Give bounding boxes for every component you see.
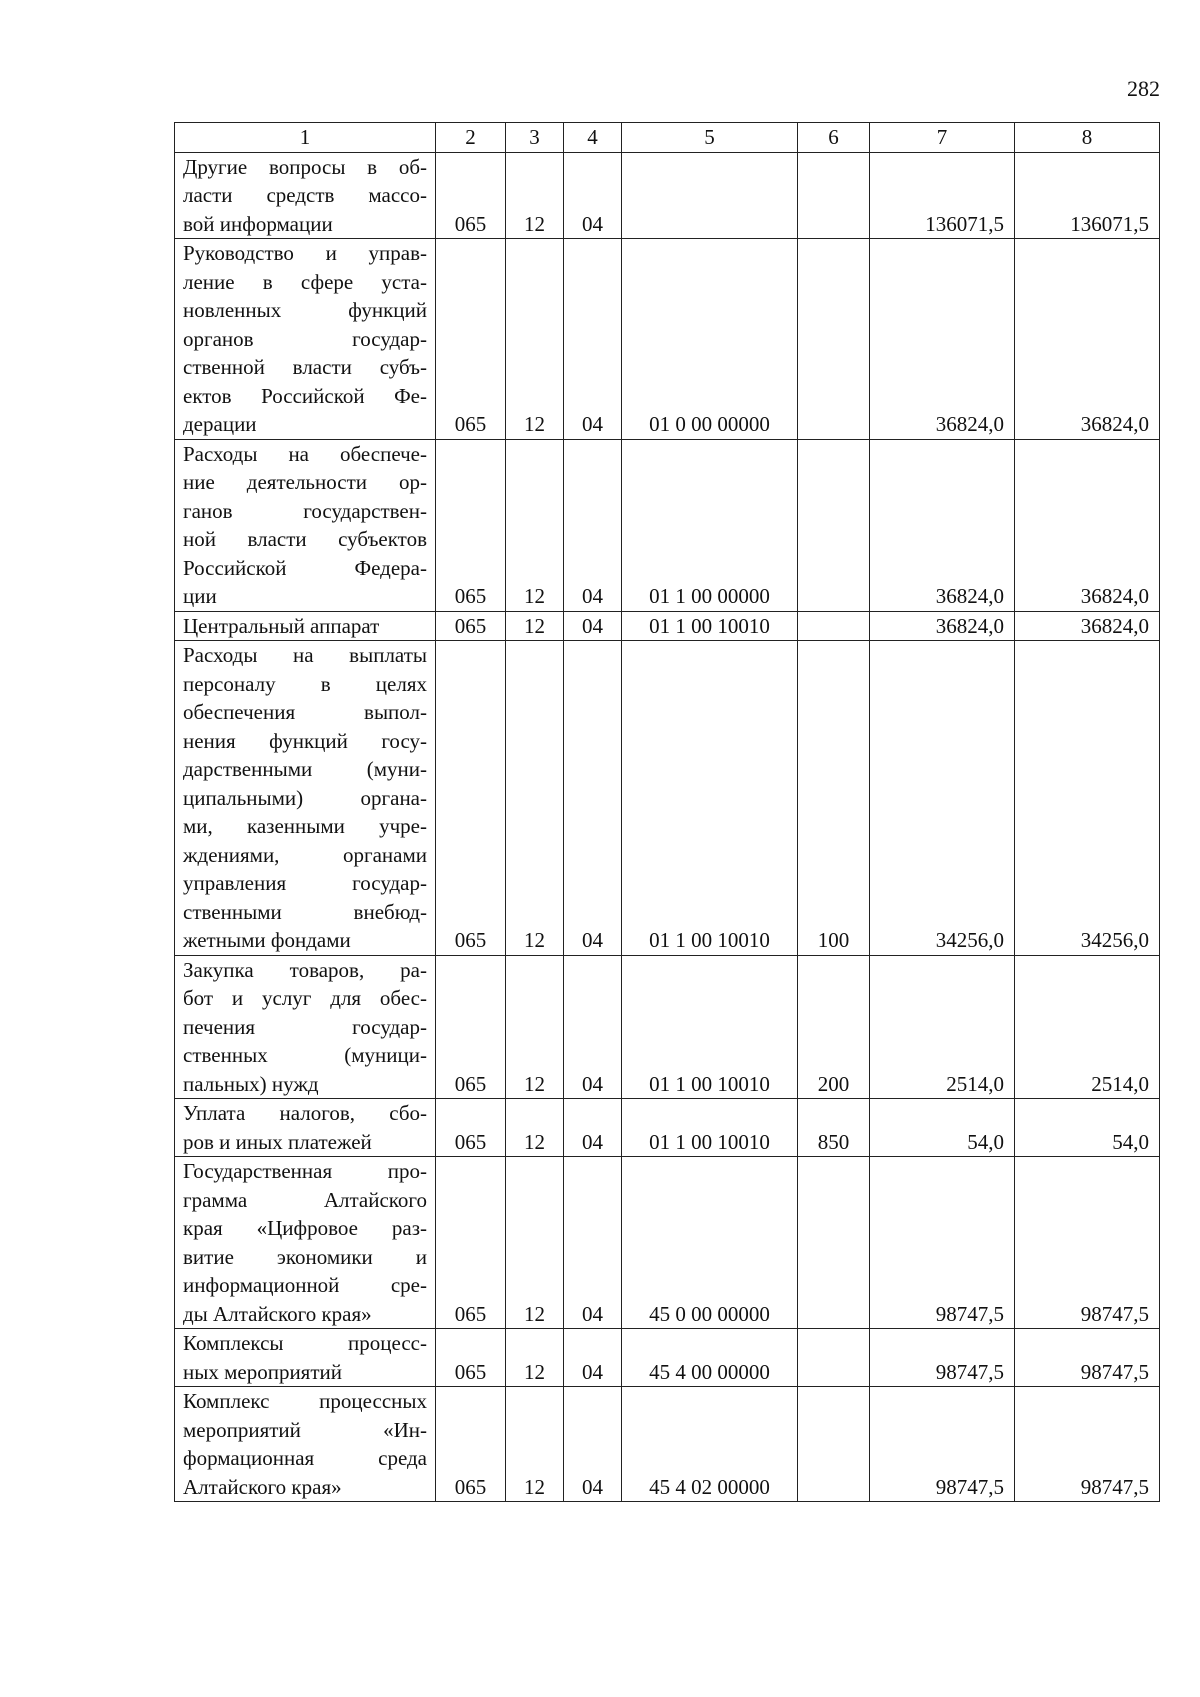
amount-cell-year1: 34256,0 xyxy=(870,641,1015,956)
item-name-line: Уплата налогов, сбо- xyxy=(183,1101,427,1125)
expense-type-cell xyxy=(798,239,870,440)
section-cell: 12 xyxy=(506,152,564,239)
item-name-line: вой информации xyxy=(183,211,333,236)
target-article-cell: 45 4 00 00000 xyxy=(622,1329,798,1387)
table-row xyxy=(175,641,1160,956)
item-name-line: ление в сфере уста- xyxy=(183,269,427,294)
subsection-cell: 04 xyxy=(564,611,622,641)
item-name-cell xyxy=(175,239,436,440)
amount-cell-year1: 36824,0 xyxy=(870,611,1015,641)
subsection-cell: 04 xyxy=(564,239,622,440)
budget-table xyxy=(174,122,1160,1502)
item-name-line: ганов государствен- xyxy=(183,498,427,523)
header-cell: 2 xyxy=(436,123,506,153)
item-name-line: ной власти субъектов xyxy=(183,527,427,551)
amount-cell-year1: 36824,0 xyxy=(870,439,1015,611)
item-name-line: Государственная про- xyxy=(183,1159,427,1183)
item-name-line: управления государ- xyxy=(183,871,427,895)
item-name-line: новленных функций xyxy=(183,298,427,322)
item-name-line: ми, казенными учре- xyxy=(183,814,427,838)
section-cell: 12 xyxy=(506,1157,564,1329)
item-name-cell xyxy=(175,1157,436,1329)
item-name-cell xyxy=(175,1329,436,1387)
section-cell: 12 xyxy=(506,1387,564,1502)
header-cell: 5 xyxy=(622,123,798,153)
section-cell: 12 xyxy=(506,1099,564,1157)
item-name-line: обеспечения выпол- xyxy=(183,700,427,724)
amount-cell-year2: 34256,0 xyxy=(1015,641,1160,956)
item-name-cell xyxy=(175,641,436,956)
header-row xyxy=(175,123,1160,153)
target-article-cell: 01 1 00 10010 xyxy=(622,641,798,956)
item-name-line: ров и иных платежей xyxy=(183,1129,372,1154)
expense-type-cell xyxy=(798,439,870,611)
table-row xyxy=(175,239,1160,440)
admin-code-cell: 065 xyxy=(436,239,506,440)
amount-cell-year1: 136071,5 xyxy=(870,152,1015,239)
expense-type-cell xyxy=(798,1387,870,1502)
amount-cell-year2: 36824,0 xyxy=(1015,239,1160,440)
section-cell: 12 xyxy=(506,439,564,611)
page-number: 282 xyxy=(1127,76,1160,101)
item-name-line: дарственными (муни- xyxy=(183,757,427,781)
table-row xyxy=(175,1099,1160,1157)
section-cell: 12 xyxy=(506,611,564,641)
subsection-cell: 04 xyxy=(564,1157,622,1329)
subsection-cell: 04 xyxy=(564,439,622,611)
expense-type-cell xyxy=(798,1157,870,1329)
item-name-line: Центральный аппарат xyxy=(183,613,380,638)
header-cell: 6 xyxy=(798,123,870,153)
table-row xyxy=(175,1157,1160,1329)
expense-type-cell xyxy=(798,611,870,641)
expense-type-cell: 850 xyxy=(798,1099,870,1157)
item-name-line: ственной власти субъ- xyxy=(183,355,427,379)
header-cell: 7 xyxy=(870,123,1015,153)
amount-cell-year1: 98747,5 xyxy=(870,1329,1015,1387)
item-name-line: персоналу в целях xyxy=(183,671,427,696)
target-article-cell: 01 1 00 10010 xyxy=(622,1099,798,1157)
header-cell: 4 xyxy=(564,123,622,153)
item-name-line: ципальными) органа- xyxy=(183,785,427,810)
admin-code-cell: 065 xyxy=(436,641,506,956)
amount-cell-year2: 54,0 xyxy=(1015,1099,1160,1157)
item-name-line: ды Алтайского края» xyxy=(183,1301,372,1326)
amount-cell-year2: 2514,0 xyxy=(1015,955,1160,1099)
admin-code-cell: 065 xyxy=(436,1329,506,1387)
item-name-line: жетными фондами xyxy=(183,928,351,952)
expense-type-cell: 100 xyxy=(798,641,870,956)
admin-code-cell: 065 xyxy=(436,152,506,239)
table-row xyxy=(175,955,1160,1099)
item-name-line: информационной сре- xyxy=(183,1273,427,1297)
item-name-line: ных мероприятий xyxy=(183,1359,342,1384)
item-name-cell xyxy=(175,1387,436,1502)
subsection-cell: 04 xyxy=(564,955,622,1099)
amount-cell-year2: 36824,0 xyxy=(1015,611,1160,641)
subsection-cell: 04 xyxy=(564,1387,622,1502)
section-cell: 12 xyxy=(506,239,564,440)
item-name-line: бот и услуг для обес- xyxy=(183,986,427,1010)
item-name-line: печения государ- xyxy=(183,1014,427,1039)
target-article-cell: 01 0 00 00000 xyxy=(622,239,798,440)
item-name-line: дерации xyxy=(183,412,257,436)
item-name-line: Российской Федера- xyxy=(183,555,427,580)
item-name-line: Комплекс процессных xyxy=(183,1389,427,1413)
admin-code-cell: 065 xyxy=(436,1099,506,1157)
target-article-cell: 01 1 00 00000 xyxy=(622,439,798,611)
amount-cell-year1: 2514,0 xyxy=(870,955,1015,1099)
subsection-cell: 04 xyxy=(564,152,622,239)
subsection-cell: 04 xyxy=(564,1329,622,1387)
item-name-line: органов государ- xyxy=(183,326,427,351)
table-row xyxy=(175,611,1160,641)
target-article-cell: 01 1 00 10010 xyxy=(622,955,798,1099)
item-name-cell xyxy=(175,439,436,611)
admin-code-cell: 065 xyxy=(436,1157,506,1329)
item-name-cell xyxy=(175,955,436,1099)
expense-type-cell xyxy=(798,152,870,239)
item-name-cell xyxy=(175,611,436,641)
item-name-cell xyxy=(175,1099,436,1157)
item-name-line: грамма Алтайского xyxy=(183,1187,427,1212)
target-article-cell xyxy=(622,152,798,239)
item-name-line: ственных (муници- xyxy=(183,1043,427,1067)
amount-cell-year1: 98747,5 xyxy=(870,1387,1015,1502)
admin-code-cell: 065 xyxy=(436,611,506,641)
item-name-line: формационная среда xyxy=(183,1446,427,1470)
item-name-line: мероприятий «Ин- xyxy=(183,1417,427,1442)
item-name-line: нения функций госу- xyxy=(183,728,427,753)
admin-code-cell: 065 xyxy=(436,1387,506,1502)
section-cell: 12 xyxy=(506,1329,564,1387)
item-name-line: Закупка товаров, ра- xyxy=(183,957,427,982)
item-name-line: Руководство и управ- xyxy=(183,241,427,265)
item-name-line: Расходы на выплаты xyxy=(183,643,427,667)
item-name-line: края «Цифровое раз- xyxy=(183,1216,427,1240)
table-row xyxy=(175,152,1160,239)
expense-type-cell xyxy=(798,1329,870,1387)
table-row xyxy=(175,1387,1160,1502)
amount-cell-year1: 54,0 xyxy=(870,1099,1015,1157)
admin-code-cell: 065 xyxy=(436,955,506,1099)
table-row xyxy=(175,439,1160,611)
item-name-line: ектов Российской Фе- xyxy=(183,383,427,408)
item-name-line: ции xyxy=(183,584,217,608)
amount-cell-year2: 136071,5 xyxy=(1015,152,1160,239)
target-article-cell: 01 1 00 10010 xyxy=(622,611,798,641)
item-name-cell xyxy=(175,152,436,239)
item-name-line: ние деятельности ор- xyxy=(183,470,427,494)
amount-cell-year2: 98747,5 xyxy=(1015,1329,1160,1387)
target-article-cell: 45 0 00 00000 xyxy=(622,1157,798,1329)
amount-cell-year2: 98747,5 xyxy=(1015,1387,1160,1502)
amount-cell-year2: 36824,0 xyxy=(1015,439,1160,611)
target-article-cell: 45 4 02 00000 xyxy=(622,1387,798,1502)
amount-cell-year1: 98747,5 xyxy=(870,1157,1015,1329)
item-name-line: Расходы на обеспече- xyxy=(183,441,427,466)
header-cell: 3 xyxy=(506,123,564,153)
header-cell: 1 xyxy=(175,123,436,153)
table-body xyxy=(175,123,1160,1502)
admin-code-cell: 065 xyxy=(436,439,506,611)
item-name-line: ласти средств массо- xyxy=(183,183,427,207)
table-row xyxy=(175,1329,1160,1387)
item-name-line: Комплексы процесс- xyxy=(183,1331,427,1355)
subsection-cell: 04 xyxy=(564,1099,622,1157)
item-name-line: витие экономики и xyxy=(183,1244,427,1269)
item-name-line: Алтайского края» xyxy=(183,1474,342,1499)
item-name-line: Другие вопросы в об- xyxy=(183,154,427,179)
subsection-cell: 04 xyxy=(564,641,622,956)
item-name-line: ственными внебюд- xyxy=(183,899,427,924)
item-name-line: ждениями, органами xyxy=(183,842,427,867)
item-name-line: пальных) нужд xyxy=(183,1071,319,1096)
amount-cell-year1: 36824,0 xyxy=(870,239,1015,440)
section-cell: 12 xyxy=(506,955,564,1099)
header-cell: 8 xyxy=(1015,123,1160,153)
amount-cell-year2: 98747,5 xyxy=(1015,1157,1160,1329)
expense-type-cell: 200 xyxy=(798,955,870,1099)
section-cell: 12 xyxy=(506,641,564,956)
